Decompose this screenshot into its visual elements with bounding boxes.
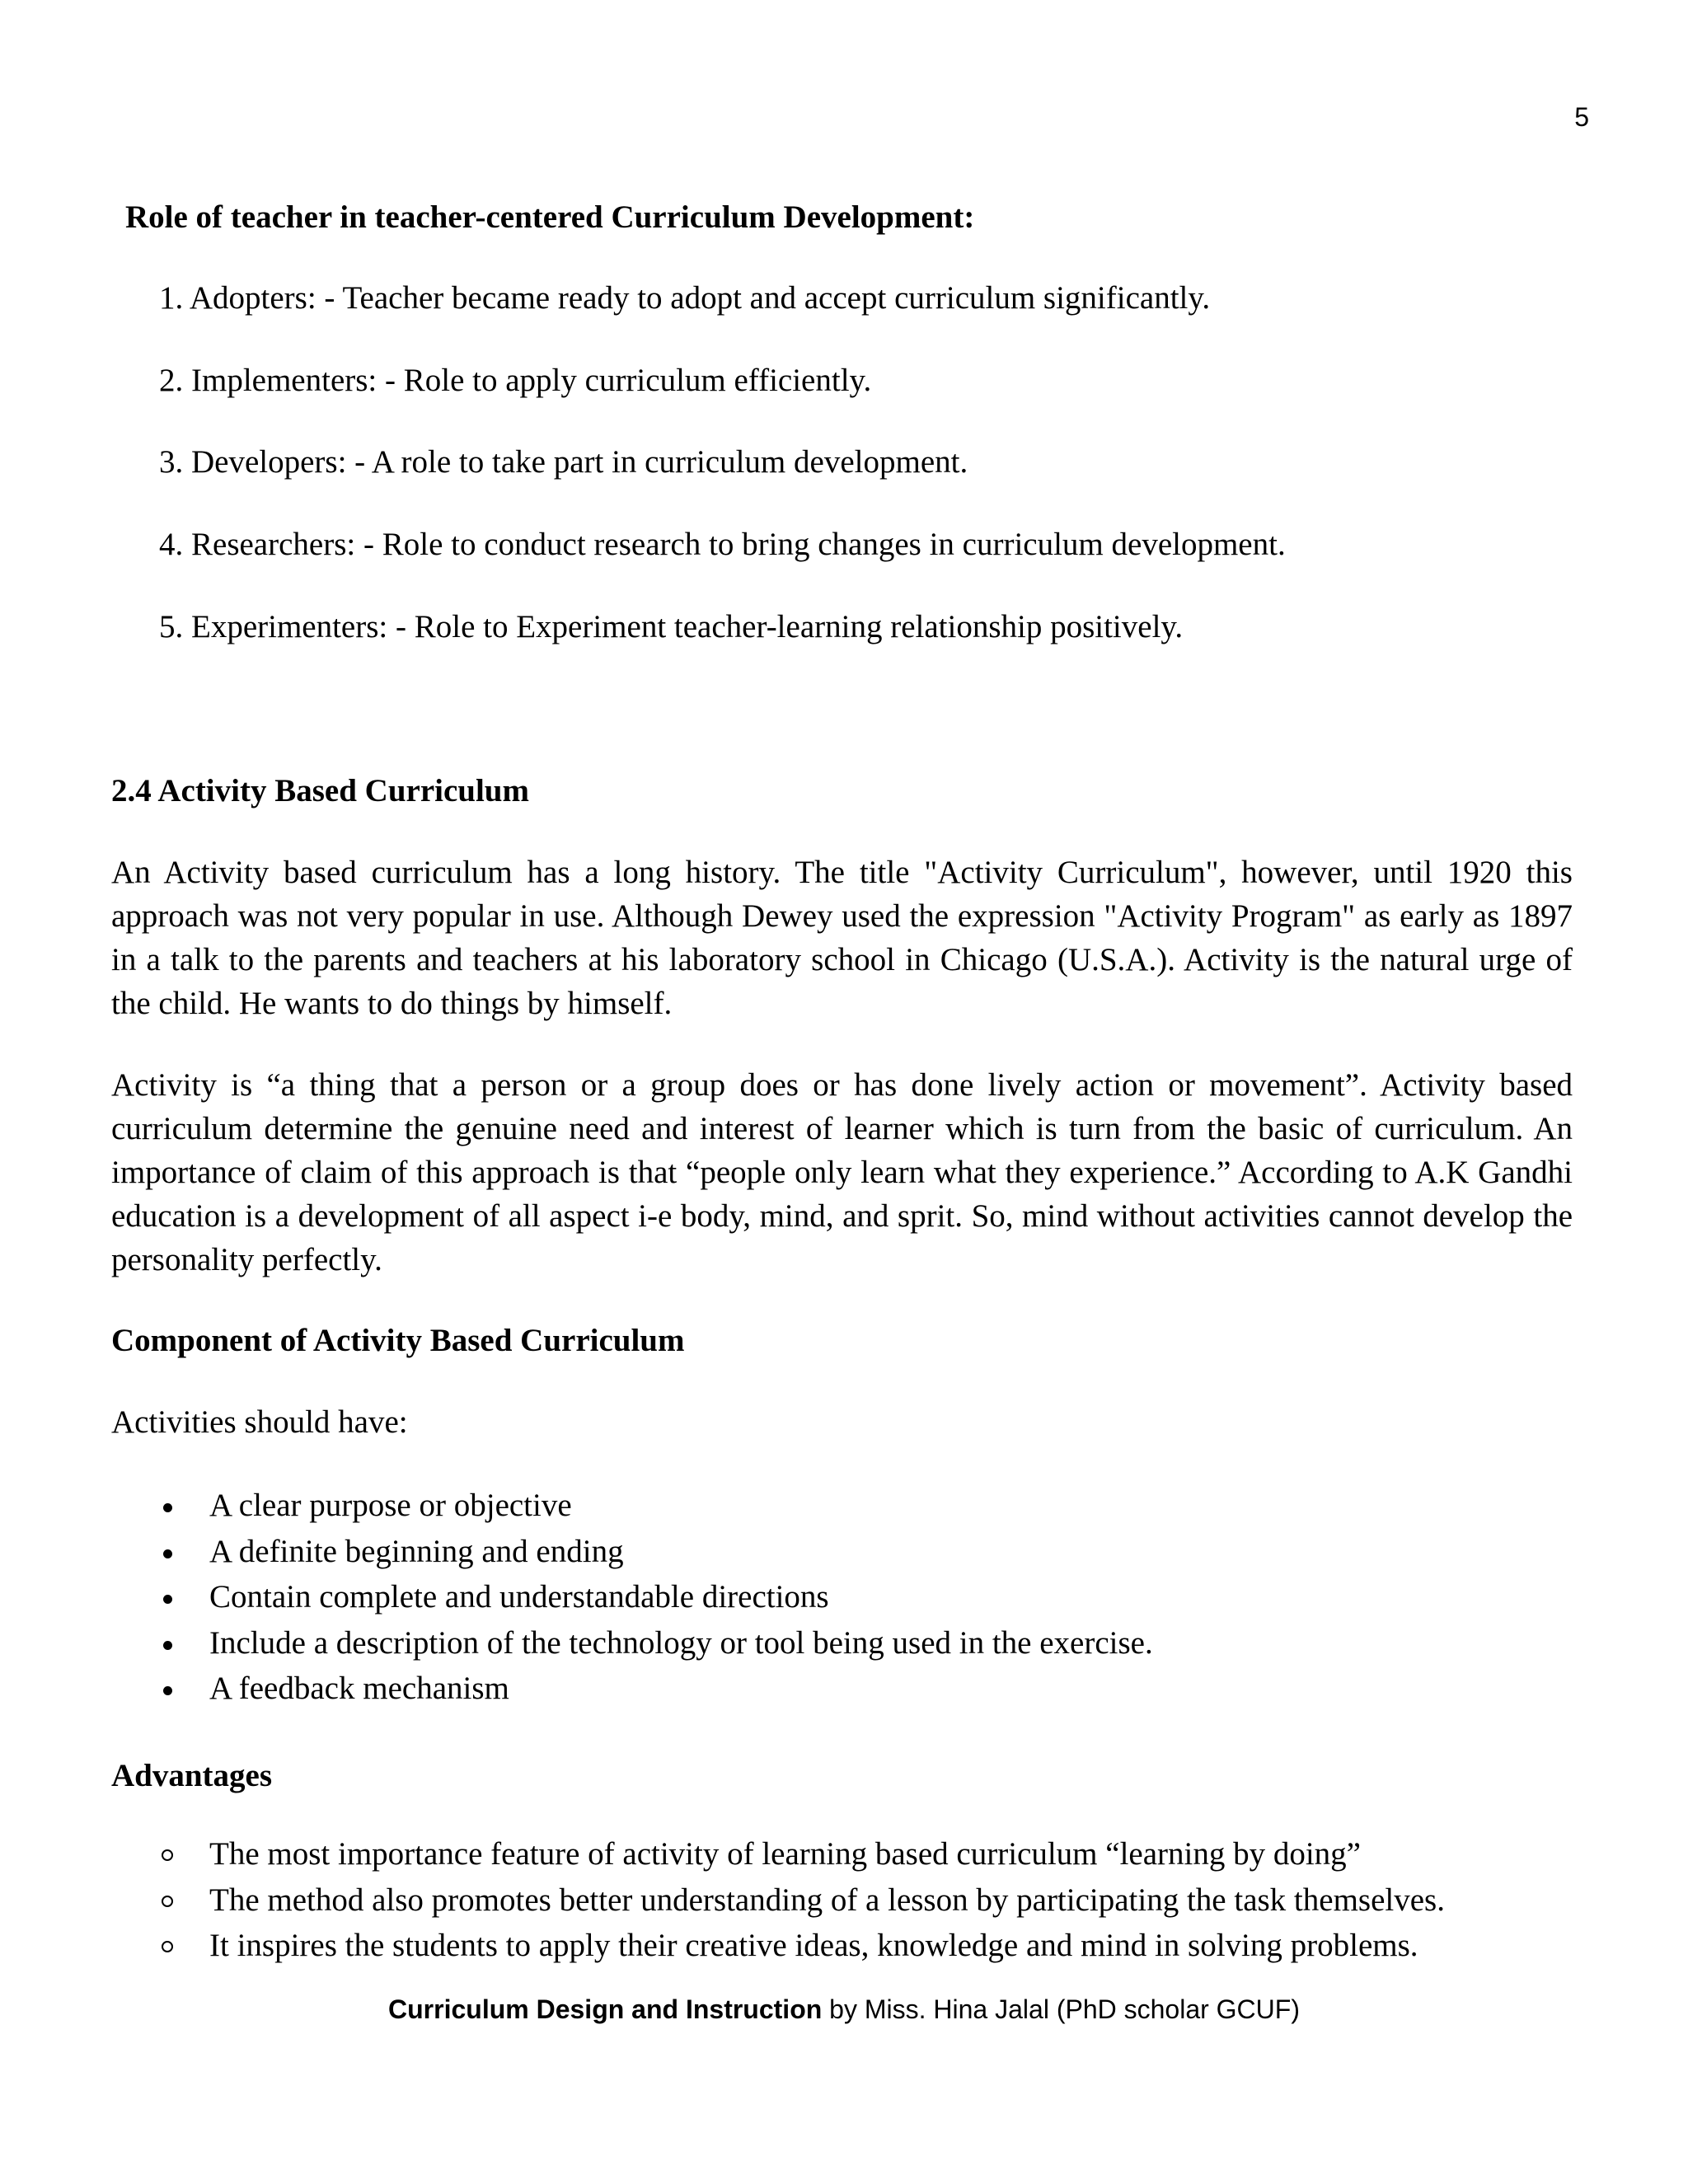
teacher-role-item: 2. Implementers: - Role to apply curriculum efficiently.	[159, 363, 872, 398]
footer-title: Curriculum Design and Instruction	[388, 1994, 823, 2024]
footer-byline: by Miss. Hina Jalal (PhD scholar GCUF)	[822, 1994, 1300, 2024]
page-number: 5	[1574, 102, 1589, 132]
teacher-role-item: 5. Experimenters: - Role to Experiment teacher-learning relationship positively.	[159, 609, 1184, 644]
list-item	[0, 1666, 1153, 1712]
activity-intro-paragraph: An Activity based curriculum has a long history. The title "Activity Curriculum", however, until 1920 this approach was not very popular in use. Although Dewey used the expression "Activity Program" as early as 1897 in a talk to the parents and teachers at his laboratory school in Chicago (U.S.A.). Activity is the natural urge of the child. He wants to do things by himself.	[111, 855, 1573, 1021]
advantages-list	[0, 1831, 1445, 1969]
advantages-heading: Advantages	[111, 1758, 273, 1793]
circle-bullet-icon	[162, 1896, 173, 1907]
components-intro: Activities should have:	[111, 1404, 408, 1440]
bullet-icon	[163, 1686, 172, 1695]
list-item	[0, 1483, 1153, 1529]
bullet-icon	[163, 1503, 172, 1512]
list-item	[0, 1831, 1445, 1877]
activity-section-heading: 2.4 Activity Based Curriculum	[111, 773, 529, 808]
list-item	[0, 1620, 1153, 1666]
teacher-role-item: 4. Researchers: - Role to conduct research to bring changes in curriculum development.	[159, 527, 1286, 562]
bullet-icon	[163, 1595, 172, 1604]
teacher-roles-heading: Role of teacher in teacher-centered Curriculum Development:	[125, 199, 975, 235]
list-item-text: A clear purpose or objective	[209, 1488, 572, 1523]
activity-definition-paragraph: Activity is “a thing that a person or a group does or has done lively action or movement”. Activity based curriculum determine the genuine need and interest of learner which is turn from the basic of curriculum. An importance of claim of this approach is that “people only learn what they experience.” According to A.K Gandhi education is a development of all aspect i-e body, mind, and sprit. So, mind without activities cannot develop the personality perfectly.	[111, 1067, 1573, 1277]
circle-bullet-icon	[162, 1941, 173, 1952]
components-list	[0, 1483, 1153, 1712]
components-heading: Component of Activity Based Curriculum	[111, 1323, 685, 1358]
list-item-text: It inspires the students to apply their creative ideas, knowledge and mind in solving problems.	[209, 1928, 1418, 1963]
page-footer	[0, 1994, 1688, 2025]
bullet-icon	[163, 1549, 172, 1558]
circle-bullet-icon	[162, 1849, 173, 1861]
list-item	[0, 1529, 1153, 1575]
list-item-text: A feedback mechanism	[209, 1671, 509, 1706]
list-item	[0, 1877, 1445, 1924]
teacher-role-item: 3. Developers: - A role to take part in curriculum development.	[159, 444, 968, 480]
list-item-text: The most importance feature of activity of learning based curriculum “learning by doing”	[209, 1836, 1361, 1872]
teacher-role-item: 1. Adopters: - Teacher became ready to adopt and accept curriculum significantly.	[159, 280, 1211, 316]
list-item-text: Include a description of the technology or tool being used in the exercise.	[209, 1624, 1153, 1661]
list-item	[0, 1574, 1153, 1620]
list-item-text: The method also promotes better understanding of a lesson by participating the task themselves.	[209, 1882, 1445, 1918]
bullet-icon	[163, 1641, 172, 1650]
list-item-text: Contain complete and understandable directions	[209, 1579, 829, 1615]
list-item-text: A definite beginning and ending	[209, 1533, 624, 1569]
list-item	[0, 1923, 1445, 1969]
